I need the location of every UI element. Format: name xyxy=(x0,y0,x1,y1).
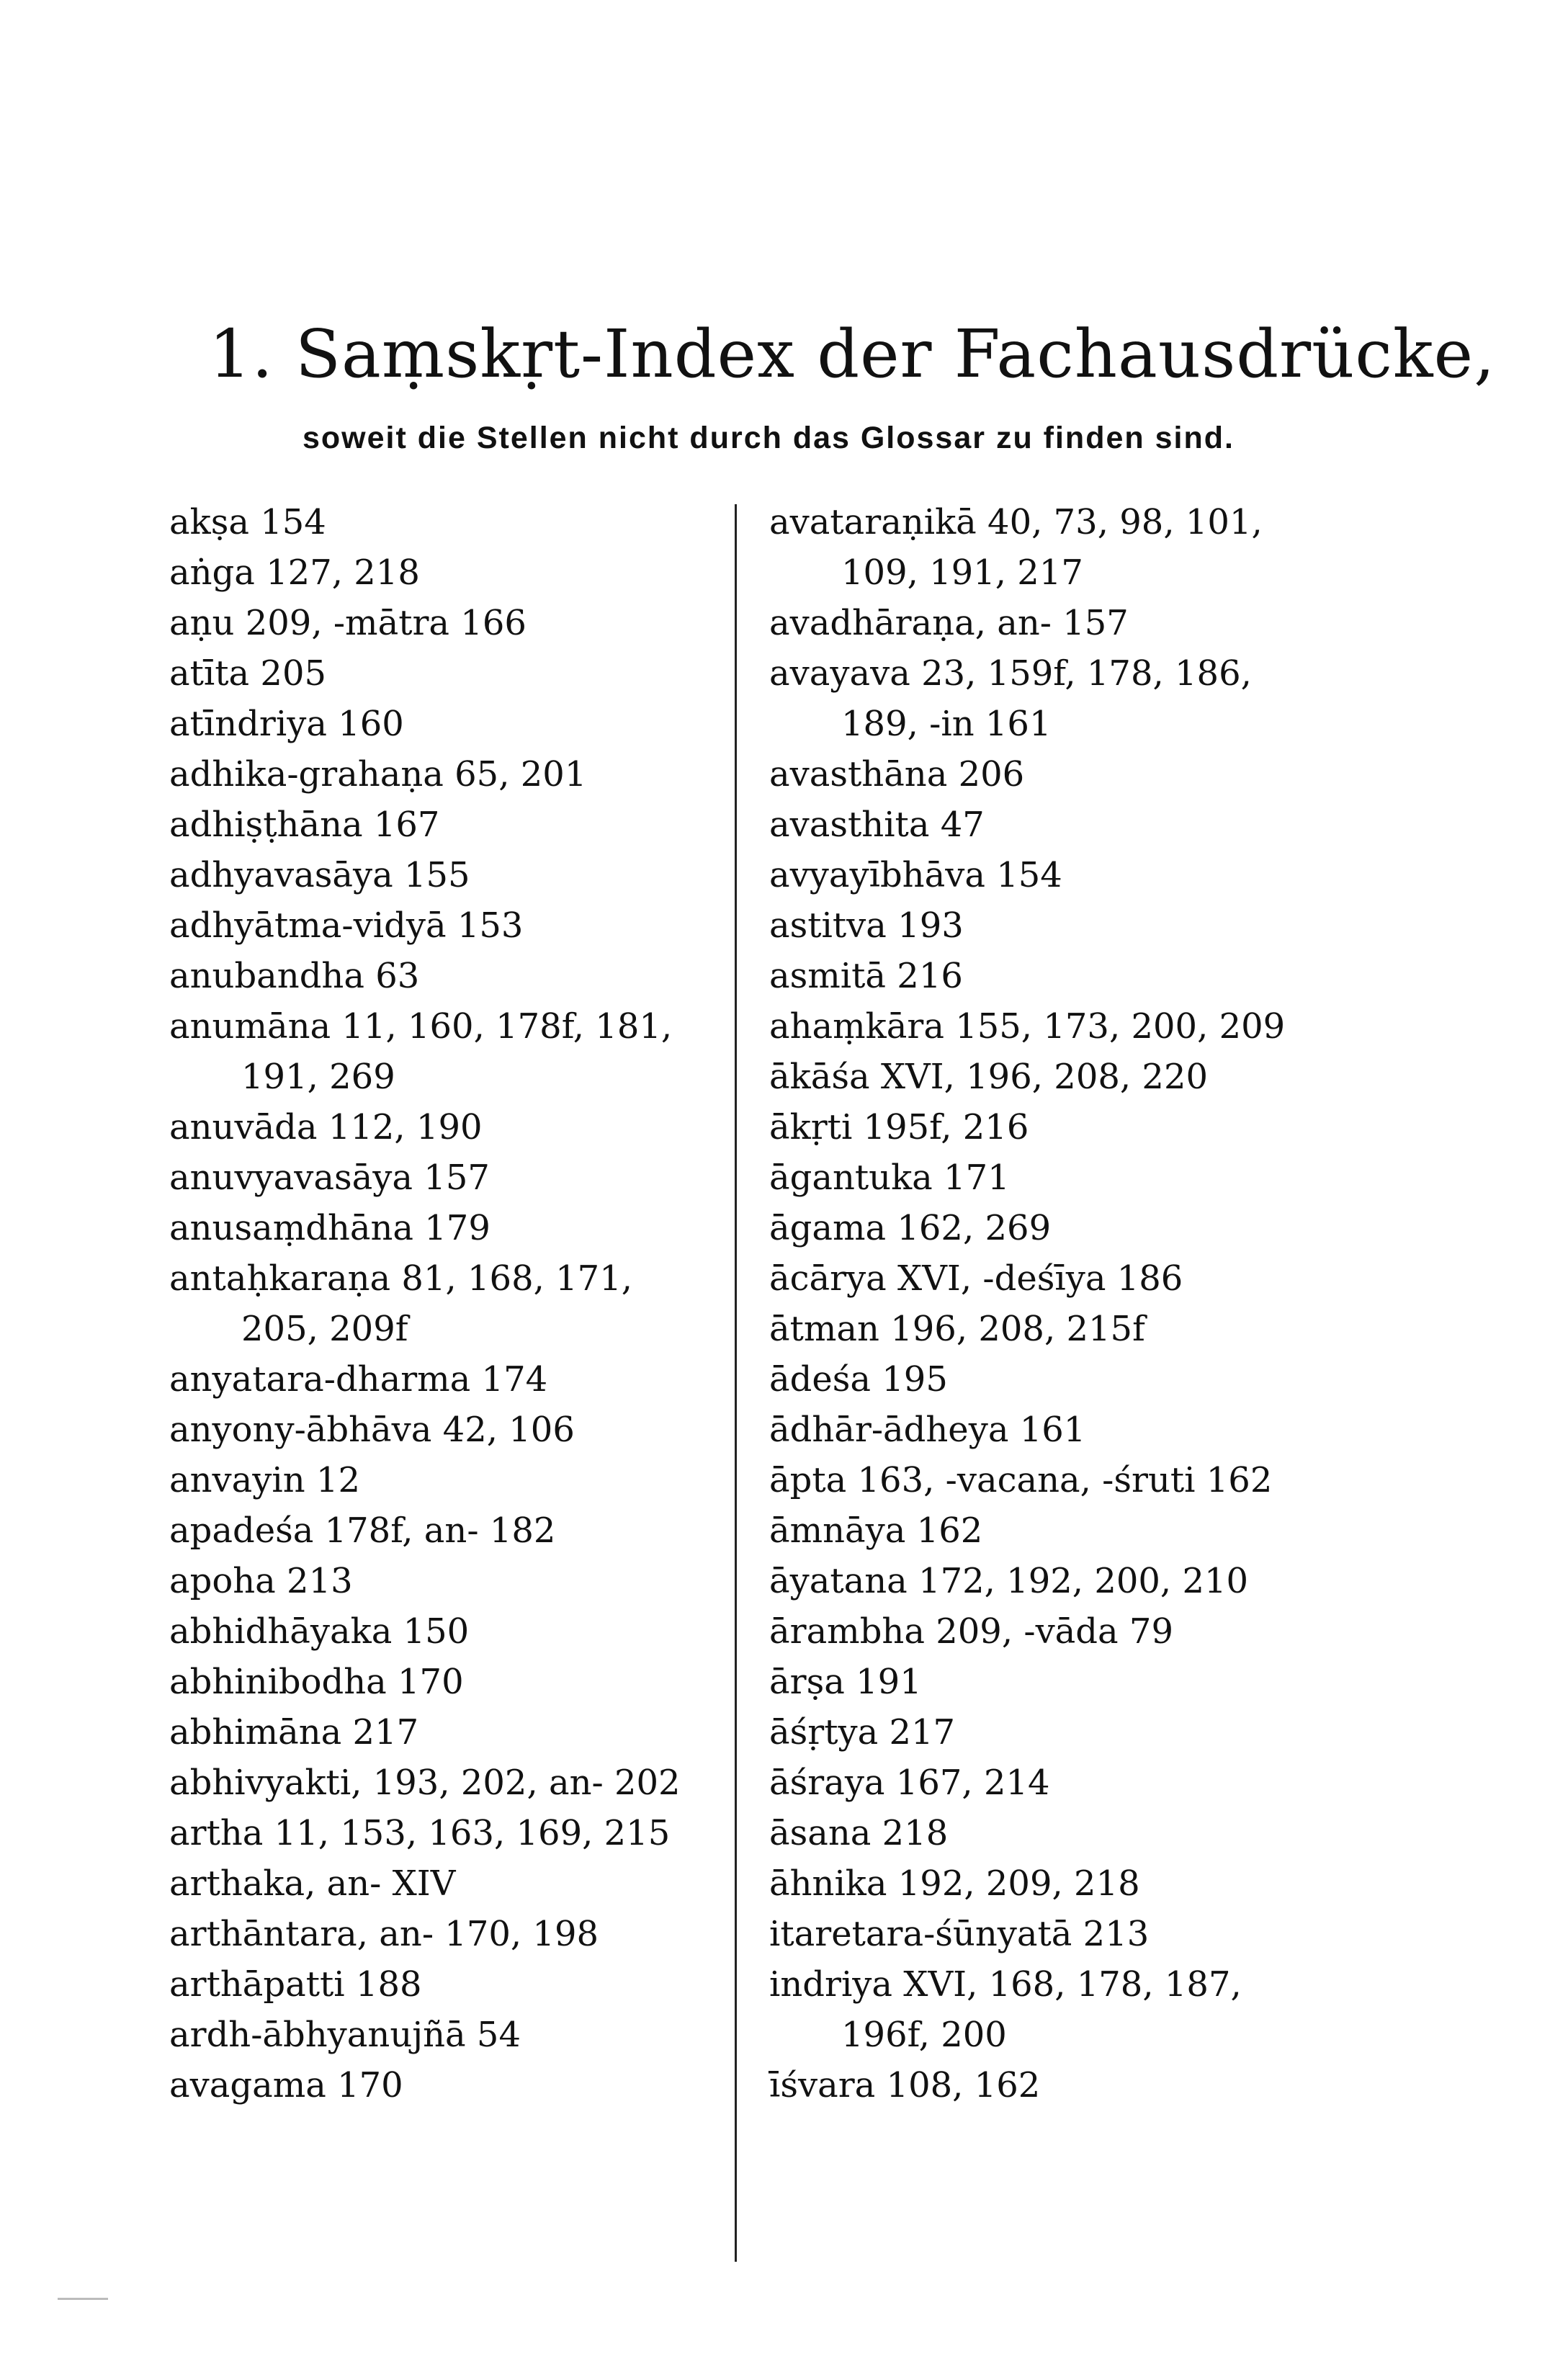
index-entry xyxy=(769,900,1360,951)
index-entry-text: anuvāda 112, 190 xyxy=(169,1107,483,1147)
index-entry xyxy=(169,699,781,749)
index-entry-text: ahaṃkāra 155, 173, 200, 209 xyxy=(769,1006,1286,1047)
index-entry-text: aṅga 127, 218 xyxy=(169,552,420,593)
index-entry xyxy=(769,648,1360,749)
index-entry xyxy=(169,1556,781,1606)
index-entry xyxy=(169,1102,781,1152)
index-entry-text: ārṣa 191 xyxy=(769,1662,922,1702)
index-entry-text: apadeśa 178f, an- 182 xyxy=(169,1510,556,1551)
index-entry-text: āśraya 167, 214 xyxy=(769,1763,1050,1803)
index-entry xyxy=(769,1909,1360,1959)
index-entry xyxy=(169,648,781,699)
index-entry xyxy=(169,598,781,648)
index-entry xyxy=(769,1052,1360,1102)
index-entry-text: anusaṃdhāna 179 xyxy=(169,1208,490,1248)
index-entry xyxy=(769,598,1360,648)
index-entry xyxy=(169,1657,781,1707)
index-entry-text: apoha 213 xyxy=(169,1561,353,1601)
index-entry xyxy=(169,1909,781,1959)
index-entry xyxy=(769,2060,1360,2110)
index-entry-text: abhivyakti, 193, 202, an- 202 xyxy=(169,1763,681,1803)
index-entry xyxy=(169,1505,781,1556)
index-entry-text: arthāpatti 188 xyxy=(169,1964,422,2005)
index-entry xyxy=(169,1203,781,1253)
index-entry-text: anuvyavasāya 157 xyxy=(169,1158,490,1198)
index-entry-text: āyatana 172, 192, 200, 210 xyxy=(769,1561,1249,1601)
index-entry xyxy=(169,1405,781,1455)
index-entry xyxy=(169,497,781,547)
index-entry xyxy=(769,850,1360,900)
index-entry xyxy=(169,1707,781,1758)
index-entry-text: abhinibodha 170 xyxy=(169,1662,464,1702)
index-entry-text: aṇu 209, -mātra 166 xyxy=(169,603,527,643)
index-entry-text: avataraṇikā 40, 73, 98, 101, xyxy=(769,502,1263,542)
index-entry xyxy=(769,749,1360,800)
index-entry xyxy=(169,951,781,1001)
index-entry-text: itaretara-śūnyatā 213 xyxy=(769,1914,1150,1954)
index-entry-text: avasthāna 206 xyxy=(769,754,1025,794)
index-entry-text: antaḥkaraṇa 81, 168, 171, xyxy=(169,1258,633,1299)
index-entry-text: āgantuka 171 xyxy=(769,1158,1010,1198)
index-entry-continuation: 191, 269 xyxy=(241,1057,395,1097)
index-entry xyxy=(769,1405,1360,1455)
index-entry-text: īśvara 108, 162 xyxy=(769,2065,1041,2105)
index-entry-text: abhidhāyaka 150 xyxy=(169,1611,470,1652)
index-entry-text: āmnāya 162 xyxy=(769,1510,983,1551)
index-entry xyxy=(769,497,1360,598)
index-entry-text: āgama 162, 269 xyxy=(769,1208,1052,1248)
index-entry-text: anumāna 11, 160, 178f, 181, xyxy=(169,1006,673,1047)
index-entry xyxy=(169,1808,781,1858)
index-entry-text: adhyātma-vidyā 153 xyxy=(169,905,524,946)
index-entry-text: avayava 23, 159f, 178, 186, xyxy=(769,653,1252,694)
index-entry-text: adhiṣṭhāna 167 xyxy=(169,805,440,845)
index-entry xyxy=(169,1253,781,1354)
index-entry xyxy=(169,850,781,900)
index-entry xyxy=(769,1253,1360,1304)
index-entry xyxy=(169,1455,781,1505)
index-entry xyxy=(169,1354,781,1405)
index-entry xyxy=(769,1505,1360,1556)
index-entry-text: āhnika 192, 209, 218 xyxy=(769,1863,1140,1904)
index-entry-text: asmitā 216 xyxy=(769,956,963,996)
index-entry-text: avasthita 47 xyxy=(769,805,985,845)
index-entry xyxy=(169,2010,781,2060)
index-entry xyxy=(769,1102,1360,1152)
index-entry-text: arthāntara, an- 170, 198 xyxy=(169,1914,599,1954)
index-entry-text: ākṛti 195f, 216 xyxy=(769,1107,1029,1147)
index-entry xyxy=(769,1959,1360,2060)
index-entry-text: ādhār-ādheya 161 xyxy=(769,1410,1086,1450)
index-entry-text: avagama 170 xyxy=(169,2065,403,2105)
index-entry-text: avyayībhāva 154 xyxy=(769,855,1062,895)
index-entry xyxy=(169,900,781,951)
index-entry-text: āsana 218 xyxy=(769,1813,949,1853)
index-entry xyxy=(169,749,781,800)
index-column-right xyxy=(769,497,1360,2110)
index-entry-text: atīndriya 160 xyxy=(169,704,404,744)
column-divider xyxy=(735,504,737,2262)
index-entry xyxy=(169,800,781,850)
index-entry-text: anubandha 63 xyxy=(169,956,420,996)
index-entry-text: adhika-grahaṇa 65, 201 xyxy=(169,754,587,794)
index-entry-text: indriya XVI, 168, 178, 187, xyxy=(769,1964,1242,2005)
index-entry xyxy=(169,1152,781,1203)
index-entry-text: āpta 163, -vacana, -śruti 162 xyxy=(769,1460,1273,1500)
index-entry-text: ātman 196, 208, 215f xyxy=(769,1309,1145,1349)
index-entry xyxy=(769,1304,1360,1354)
index-entry xyxy=(169,1959,781,2010)
page-subtitle: soweit die Stellen nicht durch das Glossar zu finden sind. xyxy=(303,421,1235,455)
index-entry-text: ākāśa XVI, 196, 208, 220 xyxy=(769,1057,1209,1097)
index-entry-text: anyatara-dharma 174 xyxy=(169,1359,548,1400)
index-column-left xyxy=(169,497,781,2110)
index-entry xyxy=(769,1707,1360,1758)
index-entry xyxy=(769,1354,1360,1405)
index-entry-continuation: 109, 191, 217 xyxy=(841,552,1083,593)
index-entry-continuation: 196f, 200 xyxy=(841,2015,1007,2055)
page-title: 1. Saṃskṛt-Index der Fachausdrücke, xyxy=(209,315,1496,393)
index-entry xyxy=(769,1455,1360,1505)
index-entry-text: anvayin 12 xyxy=(169,1460,360,1500)
index-entry-text: anyony-ābhāva 42, 106 xyxy=(169,1410,575,1450)
index-entry xyxy=(769,1606,1360,1657)
index-entry xyxy=(169,2060,781,2110)
index-entry xyxy=(169,1001,781,1102)
index-entry xyxy=(169,547,781,598)
index-entry-continuation: 205, 209f xyxy=(241,1309,408,1349)
index-entry-text: astitva 193 xyxy=(769,905,964,946)
index-entry xyxy=(769,1556,1360,1606)
index-entry xyxy=(769,1152,1360,1203)
index-entry-continuation: 189, -in 161 xyxy=(841,704,1052,744)
index-entry xyxy=(769,1001,1360,1052)
index-entry xyxy=(769,1758,1360,1808)
index-entry-text: arthaka, an- XIV xyxy=(169,1863,456,1904)
index-entry-text: akṣa 154 xyxy=(169,502,326,542)
index-entry-text: abhimāna 217 xyxy=(169,1712,419,1753)
index-entry xyxy=(769,1203,1360,1253)
index-entry-text: avadhāraṇa, an- 157 xyxy=(769,603,1129,643)
index-entry xyxy=(769,1808,1360,1858)
index-entry xyxy=(769,1858,1360,1909)
index-entry-text: ācārya XVI, -deśīya 186 xyxy=(769,1258,1183,1299)
index-entry xyxy=(769,1657,1360,1707)
index-entry xyxy=(169,1758,781,1808)
index-entry xyxy=(769,800,1360,850)
index-entry xyxy=(769,951,1360,1001)
index-entry-text: ārambha 209, -vāda 79 xyxy=(769,1611,1173,1652)
index-entry xyxy=(169,1606,781,1657)
index-entry xyxy=(169,1858,781,1909)
page-smudge xyxy=(58,2298,108,2300)
index-entry-text: āśṛtya 217 xyxy=(769,1712,956,1753)
index-entry-text: ardh-ābhyanujñā 54 xyxy=(169,2015,521,2055)
index-entry-text: atīta 205 xyxy=(169,653,327,694)
index-entry-text: adhyavasāya 155 xyxy=(169,855,470,895)
index-entry-text: ādeśa 195 xyxy=(769,1359,948,1400)
index-entry-text: artha 11, 153, 163, 169, 215 xyxy=(169,1813,671,1853)
